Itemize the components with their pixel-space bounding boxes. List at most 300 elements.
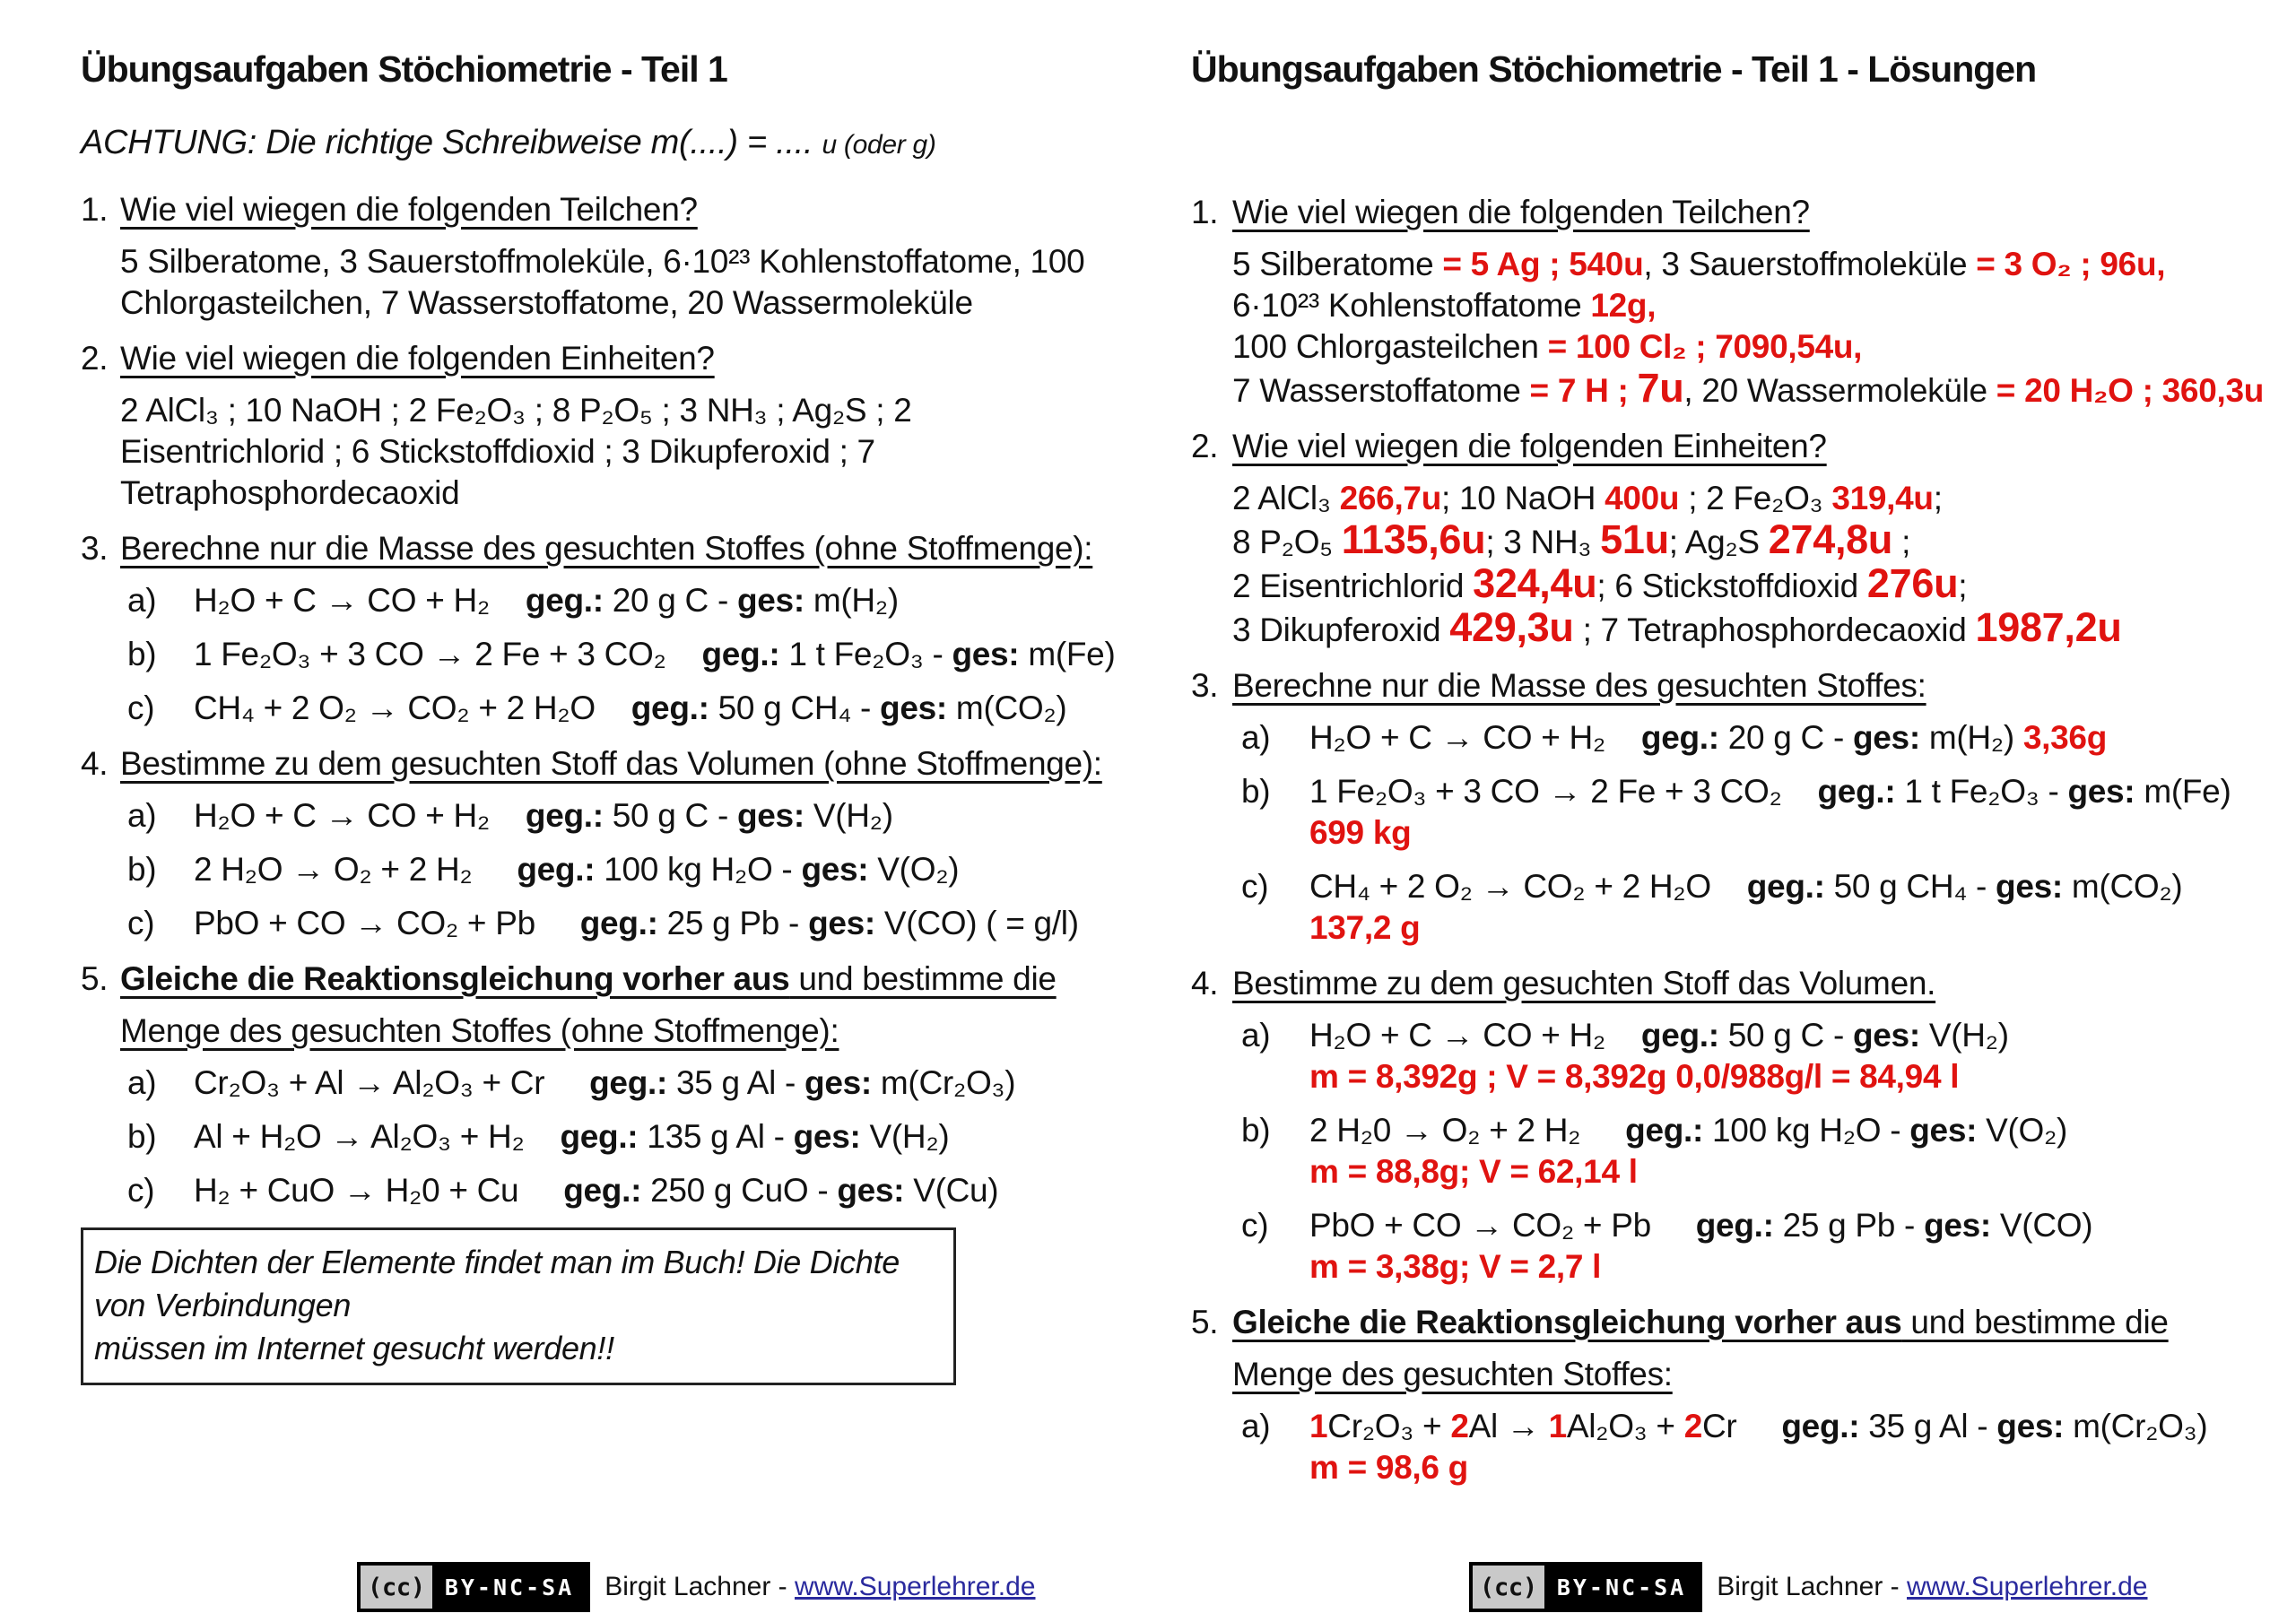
equation-line	[194, 903, 1152, 944]
equation-line	[1309, 1406, 2281, 1447]
sub-exercise-content	[194, 580, 1152, 621]
text-segment: = 7 H ;	[1529, 372, 1638, 409]
cc-license-badge[interactable]	[357, 1562, 590, 1612]
text-segment: 429,3u	[1449, 604, 1574, 650]
item-number: 2.	[1191, 428, 1219, 464]
worksheet-item	[81, 958, 1152, 1211]
equation-line	[1309, 1246, 2281, 1288]
text-segment: = 20 H₂O ; 360,3u	[1996, 372, 2265, 409]
exercises-column	[81, 47, 1152, 1385]
text-segment: ges:	[808, 905, 875, 941]
text-segment: 7u	[1637, 365, 1684, 411]
sub-exercise	[1241, 1015, 2281, 1097]
sub-exercise-content	[194, 1116, 1152, 1158]
text-segment: 50 g C -	[603, 797, 737, 834]
text-segment: geg.:	[1781, 1408, 1860, 1444]
text-segment: 324,4u	[1473, 560, 1597, 606]
sub-exercise-label: a)	[127, 1064, 157, 1101]
cc-icon: (cc)	[361, 1566, 432, 1609]
item-number: 1.	[1191, 194, 1219, 230]
item-heading-text	[120, 340, 715, 377]
text-segment: geg.:	[525, 582, 604, 619]
text-segment: ;	[1933, 480, 1943, 516]
text-segment: ges:	[2067, 773, 2135, 810]
text-segment: m(CO₂)	[2062, 868, 2183, 905]
text-segment: ; 6 Stickstoffdioxid	[1596, 568, 1867, 604]
text-segment: Bestimme zu dem gesuchten Stoff das Volumen (ohne Stoffmenge):	[120, 745, 1102, 782]
item-heading-text	[1232, 965, 1935, 1002]
text-segment: geg.:	[701, 636, 780, 672]
text-line	[120, 431, 1152, 473]
item-heading-text	[1232, 428, 1827, 464]
text-segment: Wie viel wiegen die folgenden Einheiten?	[120, 340, 715, 377]
sub-exercise-content	[194, 688, 1152, 729]
item-heading	[120, 189, 1152, 230]
text-segment: 135 g Al -	[638, 1118, 794, 1155]
license-label: BY-NC-SA	[432, 1566, 587, 1609]
equation-line	[194, 1116, 1152, 1158]
text-segment: geg.:	[563, 1172, 642, 1209]
density-note-line: müssen im Internet gesucht werden!!	[94, 1330, 614, 1366]
text-segment: Menge des gesuchten Stoffes:	[1232, 1356, 1673, 1392]
text-segment: Bestimme zu dem gesuchten Stoff das Volumen.	[1232, 965, 1936, 1002]
text-segment: ges:	[736, 797, 804, 834]
text-segment: geg.:	[1640, 1017, 1719, 1054]
text-segment: 35 g Al -	[1859, 1408, 1997, 1444]
sub-exercise-content	[1309, 1205, 2281, 1288]
text-segment: Wie viel wiegen die folgenden Einheiten?	[1232, 428, 1827, 464]
text-segment: geg.:	[517, 851, 596, 888]
item-number: 4.	[1191, 965, 1219, 1002]
footer-left	[357, 1562, 1036, 1612]
text-segment: m = 98,6 g	[1309, 1449, 1468, 1486]
sub-exercise	[1241, 866, 2281, 949]
exercise-list	[81, 189, 1152, 1211]
item-heading	[1232, 426, 2281, 467]
text-segment: 7 Wasserstoffatome	[1232, 372, 1530, 409]
text-segment: 276u	[1866, 560, 1959, 606]
text-segment: H₂O + C → CO + H₂	[194, 582, 526, 619]
sub-exercise-label: a)	[127, 582, 157, 619]
text-line	[1232, 516, 2281, 563]
text-segment: ges:	[736, 582, 804, 619]
sub-exercise	[127, 849, 1152, 890]
text-segment: ;	[1892, 524, 1911, 560]
worksheet-item	[1191, 963, 2281, 1288]
item-heading-text	[1232, 667, 1926, 704]
text-segment: 319,4u	[1831, 480, 1934, 516]
text-segment: m(Cr₂O₃)	[871, 1064, 1016, 1101]
text-segment: 1987,2u	[1975, 604, 2122, 650]
item-number: 3.	[1191, 667, 1219, 704]
solutions-column	[1191, 47, 2281, 1503]
text-line	[120, 282, 1152, 324]
equation-line	[1309, 717, 2281, 759]
sub-exercise-content	[1309, 717, 2281, 759]
sub-exercise-label: b)	[1241, 773, 1271, 810]
license-label: BY-NC-SA	[1544, 1566, 1699, 1609]
text-segment: ges:	[952, 636, 1020, 672]
text-segment: Gleiche die Reaktionsgleichung vorher aus	[120, 960, 790, 997]
sub-exercise-content	[1309, 771, 2281, 854]
text-segment: geg.:	[1695, 1207, 1774, 1244]
text-segment: V(H₂)	[1919, 1017, 2009, 1054]
text-segment: ges:	[1909, 1112, 1978, 1149]
sub-exercise	[1241, 1205, 2281, 1288]
text-segment: 12g,	[1590, 287, 1657, 324]
sub-exercise-label: a)	[127, 797, 157, 834]
text-segment: geg.:	[1625, 1112, 1704, 1149]
sub-exercise-content	[1309, 866, 2281, 949]
text-segment: Tetraphosphordecaoxid	[120, 474, 460, 511]
worksheet-item	[1191, 192, 2281, 412]
text-segment: H₂ + CuO → H₂0 + Cu	[194, 1172, 564, 1209]
item-heading	[120, 743, 1152, 785]
cc-license-badge[interactable]	[1469, 1562, 1702, 1612]
sub-exercise	[127, 634, 1152, 675]
text-segment: 1 t Fe₂O₃ -	[1895, 773, 2068, 810]
cc-icon: (cc)	[1473, 1566, 1544, 1609]
solutions-title: Übungsaufgaben Stöchiometrie - Teil 1 - Lösungen	[1191, 48, 2037, 90]
text-segment: 5 Silberatome	[1232, 246, 1443, 282]
text-segment: 2 H₂O → O₂ + 2 H₂	[194, 851, 517, 888]
text-segment: 274,8u	[1768, 516, 1893, 562]
sub-exercise-label: a)	[1241, 719, 1271, 756]
text-segment: 50 g CH₄ -	[709, 690, 881, 726]
text-segment: V(H₂)	[804, 797, 893, 834]
worksheet-item	[81, 189, 1152, 324]
text-segment: 400u	[1605, 480, 1680, 516]
item-heading	[1232, 665, 2281, 707]
text-segment: 137,2 g	[1309, 909, 1421, 946]
item-heading	[120, 1010, 1152, 1052]
item-number: 3.	[81, 530, 109, 567]
text-segment: Al →	[1468, 1408, 1549, 1444]
superlehrer-link[interactable]: www.Superlehrer.de	[795, 1572, 1036, 1601]
text-segment: V(O₂)	[868, 851, 960, 888]
notation-notice	[81, 122, 1152, 166]
density-note-box	[81, 1227, 956, 1385]
text-segment: H₂O + C → CO + H₂	[1309, 1017, 1641, 1054]
sub-exercise-label: a)	[1241, 1408, 1271, 1444]
text-segment: ges:	[804, 1064, 872, 1101]
text-segment: ges:	[801, 851, 869, 888]
footer-right	[1469, 1562, 2148, 1612]
text-segment: ges:	[880, 690, 947, 726]
text-segment: 6·10²³ Kohlenstoffatome	[1232, 287, 1591, 324]
text-segment: = 5 Ag ; 540u	[1442, 246, 1644, 282]
equation-line	[194, 688, 1152, 729]
text-line	[1232, 365, 2281, 412]
text-segment: m(H₂)	[1919, 719, 2023, 756]
sub-exercise	[127, 1063, 1152, 1104]
text-segment: 50 g CH₄ -	[1824, 868, 1996, 905]
notation-notice-unit: u (oder g)	[822, 130, 936, 160]
text-segment: m(Cr₂O₃)	[2064, 1408, 2208, 1444]
equation-line	[1309, 866, 2281, 907]
text-segment: 20 g C -	[1718, 719, 1853, 756]
density-note-line: Die Dichten der Elemente findet man im Buch! Die Dichte von Verbindungen	[94, 1244, 900, 1323]
text-segment: , 3 Sauerstoffmoleküle	[1643, 246, 1977, 282]
text-segment: m(CO₂)	[946, 690, 1067, 726]
sub-exercise-content	[1309, 1110, 2281, 1193]
equation-line	[194, 1063, 1152, 1104]
sub-exercise-label: c)	[127, 1172, 155, 1209]
text-segment: m = 88,8g; V = 62,14 l	[1309, 1153, 1638, 1190]
author-credit	[604, 1572, 1035, 1602]
text-line	[1232, 478, 2281, 519]
text-segment: 51u	[1600, 516, 1669, 562]
text-segment: = 100 Cl₂ ; 7090,54u,	[1547, 328, 1863, 365]
text-segment: 2 Eisentrichlorid	[1232, 568, 1474, 604]
sub-exercise-label: c)	[127, 690, 155, 726]
superlehrer-link[interactable]: www.Superlehrer.de	[1907, 1572, 2148, 1601]
text-segment: ges:	[837, 1172, 905, 1209]
worksheet-item	[81, 338, 1152, 514]
text-segment: Berechne nur die Masse des gesuchten Stoffes (ohne Stoffmenge):	[120, 530, 1093, 567]
text-segment: 2	[1683, 1408, 1703, 1444]
item-heading	[1232, 1302, 2281, 1343]
text-segment: ; 7 Tetraphosphordecaoxid	[1573, 612, 1976, 648]
text-segment: ges:	[1852, 719, 1920, 756]
text-line	[1232, 285, 2281, 326]
item-heading-text	[120, 745, 1102, 782]
item-heading-text	[120, 960, 1057, 997]
text-segment: CH₄ + 2 O₂ → CO₂ + 2 H₂O	[194, 690, 631, 726]
text-segment: geg.:	[1817, 773, 1896, 810]
text-line	[1232, 244, 2281, 285]
text-segment: 2 H₂0 → O₂ + 2 H₂	[1309, 1112, 1626, 1149]
sub-exercise	[127, 903, 1152, 944]
item-paragraph	[1232, 478, 2281, 651]
sub-exercise	[127, 1116, 1152, 1158]
text-segment: m(Fe)	[1019, 636, 1116, 672]
text-line	[120, 241, 1152, 282]
text-segment: 2 AlCl₃ ; 10 NaOH ; 2 Fe₂O₃ ; 8 P₂O₅ ; 3 NH₃ ; Ag₂S ; 2	[120, 392, 912, 429]
sub-exercise	[1241, 717, 2281, 759]
sub-exercise-content	[194, 1170, 1152, 1211]
text-line	[1232, 560, 2281, 607]
equation-line	[1309, 771, 2281, 812]
text-segment: Al + H₂O → Al₂O₃ + H₂	[194, 1118, 561, 1155]
text-segment: 5 Silberatome, 3 Sauerstoffmoleküle, 6·10²³ Kohlenstoffatome, 100	[120, 243, 1085, 280]
sub-exercise-label: c)	[1241, 868, 1269, 905]
sub-exercise-label: c)	[1241, 1207, 1269, 1244]
worksheet-item	[1191, 665, 2281, 949]
item-heading	[1232, 192, 2281, 233]
item-heading-text	[1232, 1356, 1673, 1392]
text-segment: Berechne nur die Masse des gesuchten Stoffes:	[1232, 667, 1926, 704]
text-segment: 3 Dikupferoxid	[1232, 612, 1450, 648]
text-segment: ; Ag₂S	[1668, 524, 1769, 560]
text-segment: , 20 Wassermoleküle	[1683, 372, 1996, 409]
text-segment: H₂O + C → CO + H₂	[194, 797, 526, 834]
sub-exercise-label: b)	[1241, 1112, 1271, 1149]
sub-exercise-label: b)	[127, 636, 157, 672]
text-segment: geg.:	[1640, 719, 1719, 756]
text-segment: Cr	[1702, 1408, 1782, 1444]
text-segment: CH₄ + 2 O₂ → CO₂ + 2 H₂O	[1309, 868, 1747, 905]
sub-exercise	[127, 795, 1152, 837]
text-segment: m = 3,38g; V = 2,7 l	[1309, 1248, 1602, 1285]
item-heading-text	[120, 1012, 839, 1049]
equation-line	[1309, 1151, 2281, 1193]
item-number: 1.	[81, 191, 109, 228]
item-number: 2.	[81, 340, 109, 377]
sub-exercise-label: a)	[1241, 1017, 1271, 1054]
text-segment: 20 g C -	[603, 582, 737, 619]
equation-line	[194, 1170, 1152, 1211]
text-segment: Cr₂O₃ + Al → Al₂O₃ + Cr	[194, 1064, 590, 1101]
equation-line	[1309, 1205, 2281, 1246]
text-segment: V(CO) ( = g/l)	[874, 905, 1079, 941]
text-segment: ; 3 NH₃	[1485, 524, 1601, 560]
text-segment: 1 Fe₂O₃ + 3 CO → 2 Fe + 3 CO₂	[1309, 773, 1818, 810]
worksheet-item	[1191, 1302, 2281, 1488]
item-heading	[120, 338, 1152, 379]
text-segment: 50 g C -	[1718, 1017, 1853, 1054]
sub-exercise-label: c)	[127, 905, 155, 941]
sub-exercise-content	[194, 849, 1152, 890]
text-line	[1232, 326, 2281, 368]
text-segment: ges:	[1852, 1017, 1920, 1054]
equation-line	[1309, 1110, 2281, 1151]
text-segment: 100 kg H₂O -	[1703, 1112, 1910, 1149]
text-segment: m(Fe)	[2135, 773, 2231, 810]
equation-line	[194, 580, 1152, 621]
item-heading-text	[120, 530, 1092, 567]
text-segment: geg.:	[589, 1064, 668, 1101]
equation-line	[1309, 907, 2281, 949]
text-segment: 25 g Pb -	[657, 905, 809, 941]
text-segment: V(H₂)	[860, 1118, 950, 1155]
item-paragraph	[1232, 244, 2281, 412]
equation-line	[194, 634, 1152, 675]
text-line	[120, 390, 1152, 431]
item-heading-text	[120, 191, 698, 228]
text-segment: m(H₂)	[804, 582, 899, 619]
item-number: 5.	[81, 960, 109, 997]
text-segment: ; 10 NaOH	[1441, 480, 1605, 516]
text-segment: 1	[1309, 1408, 1328, 1444]
text-segment: geg.:	[1746, 868, 1825, 905]
notation-notice-main: ACHTUNG: Die richtige Schreibweise m(....) = ....	[81, 124, 822, 161]
text-segment: 1 Fe₂O₃ + 3 CO → 2 Fe + 3 CO₂	[194, 636, 702, 672]
author-name: Birgit Lachner -	[604, 1572, 796, 1601]
text-segment: ges:	[1924, 1207, 1991, 1244]
text-segment: 1	[1548, 1408, 1567, 1444]
equation-line	[1309, 1447, 2281, 1488]
text-segment: PbO + CO → CO₂ + Pb	[1309, 1207, 1696, 1244]
sub-exercise-label: b)	[127, 851, 157, 888]
sub-exercise-content	[1309, 1406, 2281, 1488]
item-heading	[1232, 963, 2281, 1004]
sub-exercise-content	[194, 1063, 1152, 1104]
text-segment: 25 g Pb -	[1773, 1207, 1925, 1244]
text-line	[120, 473, 1152, 514]
text-segment: V(CO)	[1990, 1207, 2093, 1244]
text-segment: ; 2 Fe₂O₃	[1679, 480, 1832, 516]
sub-exercise	[1241, 1406, 2281, 1488]
text-segment: 250 g CuO -	[641, 1172, 838, 1209]
text-segment: geg.:	[631, 690, 709, 726]
text-segment: ges:	[1996, 1408, 2065, 1444]
equation-line	[1309, 812, 2281, 854]
text-segment: Wie viel wiegen die folgenden Teilchen?	[1232, 194, 1810, 230]
text-segment: 2 AlCl₃	[1232, 480, 1340, 516]
text-segment: = 3 O₂ ; 96u,	[1976, 246, 2166, 282]
item-heading-text	[1232, 1304, 2169, 1340]
text-segment: 1 t Fe₂O₃ -	[779, 636, 952, 672]
text-segment: m = 8,392g ; V = 8,392g 0,0/988g/l = 84,94 l	[1309, 1058, 1960, 1095]
sub-exercise	[127, 580, 1152, 621]
sub-exercise-content	[194, 903, 1152, 944]
sub-exercise-content	[1309, 1015, 2281, 1097]
item-number: 4.	[81, 745, 109, 782]
sub-exercise-content	[194, 634, 1152, 675]
text-segment: geg.:	[560, 1118, 639, 1155]
text-segment: 8 P₂O₅	[1232, 524, 1342, 560]
author-name: Birgit Lachner -	[1717, 1572, 1908, 1601]
sub-exercise-content	[194, 795, 1152, 837]
item-heading	[120, 958, 1152, 1000]
text-line	[1232, 604, 2281, 651]
text-segment: ges:	[1996, 868, 2063, 905]
worksheet-item	[81, 743, 1152, 944]
text-segment: Al₂O₃ +	[1566, 1408, 1684, 1444]
worksheet-title: Übungsaufgaben Stöchiometrie - Teil 1	[81, 48, 727, 90]
sub-exercise-label: b)	[127, 1118, 157, 1155]
equation-line	[194, 849, 1152, 890]
sub-exercise	[1241, 1110, 2281, 1193]
item-paragraph	[120, 390, 1152, 514]
item-paragraph	[120, 241, 1152, 324]
text-segment: Wie viel wiegen die folgenden Teilchen?	[120, 191, 698, 228]
text-segment: ges:	[793, 1118, 861, 1155]
item-heading-text	[1232, 194, 1810, 230]
sub-exercise	[127, 688, 1152, 729]
text-segment: 100 Chlorgasteilchen	[1232, 328, 1548, 365]
text-segment: und bestimme die	[1901, 1304, 2169, 1340]
solution-list	[1191, 192, 2281, 1488]
item-heading	[120, 528, 1152, 569]
author-credit	[1717, 1572, 2147, 1602]
worksheet-item	[81, 528, 1152, 729]
text-segment: geg.:	[525, 797, 604, 834]
text-segment: 3,36g	[2022, 719, 2107, 756]
equation-line	[194, 795, 1152, 837]
text-segment: 100 kg H₂O -	[595, 851, 802, 888]
text-segment: Gleiche die Reaktionsgleichung vorher aus	[1232, 1304, 1902, 1340]
item-number: 5.	[1191, 1304, 1219, 1340]
text-segment: geg.:	[579, 905, 658, 941]
text-segment: 35 g Al -	[667, 1064, 805, 1101]
item-heading	[1232, 1354, 2281, 1395]
equation-line	[1309, 1056, 2281, 1097]
text-segment: und bestimme die	[789, 960, 1057, 997]
text-segment: V(Cu)	[904, 1172, 999, 1209]
text-segment: 699 kg	[1309, 814, 1412, 851]
text-segment: Menge des gesuchten Stoffes (ohne Stoffmenge):	[120, 1012, 839, 1049]
text-segment: Chlorgasteilchen, 7 Wasserstoffatome, 20 Wassermoleküle	[120, 284, 973, 321]
text-segment: 1135,6u	[1341, 516, 1486, 562]
sub-exercise	[1241, 771, 2281, 854]
text-segment: Cr₂O₃ +	[1327, 1408, 1451, 1444]
text-segment: 266,7u	[1339, 480, 1442, 516]
text-segment: 2	[1450, 1408, 1469, 1444]
text-segment: Eisentrichlorid ; 6 Stickstoffdioxid ; 3 Dikupferoxid ; 7	[120, 433, 875, 470]
text-segment: V(O₂)	[1977, 1112, 2068, 1149]
